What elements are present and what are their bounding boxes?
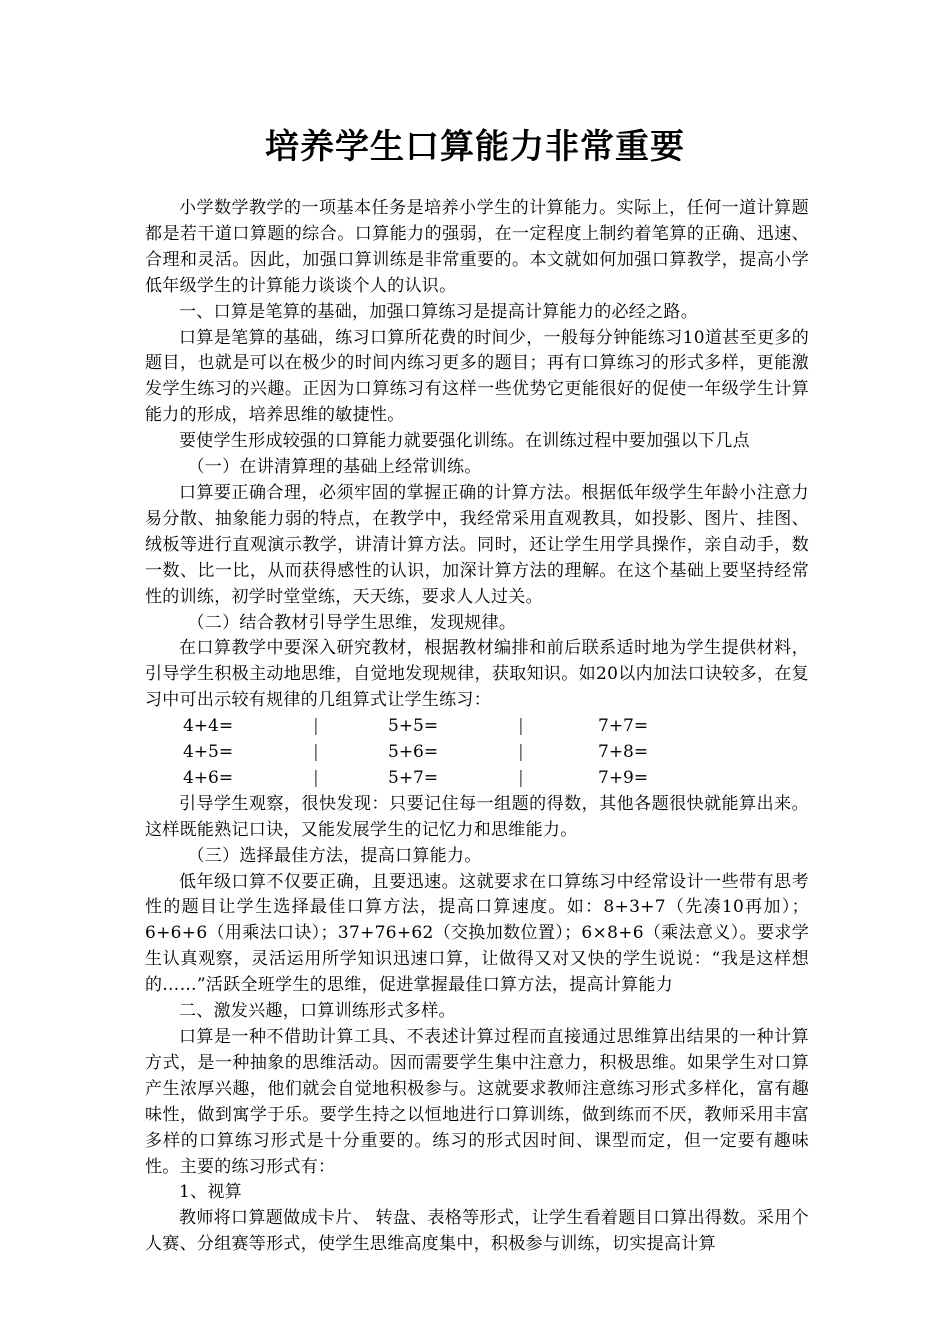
paragraph: 口算是一种不借助计算工具、不表述计算过程而直接通过思维算出结果的一种计算方式，是一种抽象的思维活动。因而需要学生集中注意力，积极思维。如果学生对口算产生浓厚兴趣，他们就会自觉地积极参与。这就要求教师注意练习形式多样化，富有趣味性，做到寓学于乐。要学生持之以恒地进行口算训练，做到练而不厌，教师采用丰富多样的口算练习形式是十分重要的。练习的形式因时间、课型而定，但一定要有趣味性。主要的练习形式有：	[145, 1027, 809, 1177]
calc-item: 4+4=	[183, 716, 234, 737]
paragraph: 要使学生形成较强的口算能力就要强化训练。在训练过程中要加强以下几点	[179, 431, 750, 452]
paragraph-intro: 小学数学教学的一项基本任务是培养小学生的计算能力。实际上，任何一道计算题都是若干道口算题的综合。口算能力的强弱，在一定程度上制约着笔算的正确、迅速、合理和灵活。因此，加强口算训练是非常重要的。本文就如何加强口算教学，提高小学低年级学生的计算能力谈谈个人的认识。	[145, 198, 809, 296]
calc-item: 7+8=	[598, 742, 649, 763]
paragraph: 教师将口算题做成卡片、 转盘、表格等形式，让学生看着题目口算出得数。采用个人赛、分组赛等形式，使学生思维高度集中，积极参与训练，切实提高计算	[145, 1208, 809, 1255]
page-title: 培养学生口算能力非常重要	[265, 127, 685, 167]
paragraph: 口算是笔算的基础，练习口算所花费的时间少，一般每分钟能练习10道甚至更多的题目，也就是可以在极少的时间内练习更多的题目；再有口算练习的形式多样，更能激发学生练习的兴趣。正因为口算练习有这样一些优势它更能很好的促使一年级学生计算能力的形成，培养思维的敏捷性。	[145, 327, 809, 426]
calc-item: 4+6=	[183, 767, 234, 788]
calc-item: 4+5=	[183, 742, 234, 763]
paragraph: 口算要正确合理，必须牢固的掌握正确的计算方法。根据低年级学生年龄小注意力易分散、抽象能力弱的特点，在教学中，我经常采用直观教具，如投影、图片、挂图、绒板等进行直观演示教学，讲清计算方法。同时，还让学生用学具操作，亲自动手，数一数、比一比，从而获得感性的认识，加深计算方法的理解。在这个基础上要坚持经常性的训练，初学时堂堂练，天天练，要求人人过关。	[145, 482, 809, 607]
paragraph: 低年级口算不仅要正确，且要迅速。这就要求在口算练习中经常设计一些带有思考性的题目让学生选择最佳口算方法，提高口算速度。如：8+3+7（先凑10再加）；6+6+6（用乘法口诀）；37+76+62（交换加数位置）；6×8+6（乘法意义）。要求学生认真观察，灵活运用所学知识迅速口算，让做得又对又快的学生说说：“我是这样想的……”活跃全班学生的思维，促进掌握最佳口算方法，提高计算能力	[145, 871, 809, 996]
paragraph: 在口算教学中要深入研究教材，根据教材编排和前后联系适时地为学生提供材料，引导学生积极主动地思维，自觉地发现规律，获取知识。如20以内加法口诀较多，在复习中可出示较有规律的几组算式让学生练习：	[145, 638, 809, 711]
column-divider: |	[518, 716, 524, 737]
calc-item: 5+5=	[388, 716, 439, 737]
calc-item: 5+7=	[388, 767, 439, 788]
list-heading: 1、视算	[179, 1182, 243, 1203]
subsection-heading: （三）选择最佳方法，提高口算能力。	[187, 845, 482, 866]
calc-exercise-grid	[145, 714, 809, 792]
section-heading-2: 二、激发兴趣，口算训练形式多样。	[179, 1001, 456, 1022]
calc-item: 7+9=	[598, 767, 649, 788]
document-body	[145, 196, 809, 1258]
column-divider: |	[313, 742, 319, 763]
calc-item: 5+6=	[388, 742, 439, 763]
subsection-heading: （一）在讲清算理的基础上经常训练。	[187, 457, 482, 478]
calc-item: 7+7=	[598, 716, 649, 737]
column-divider: |	[313, 767, 319, 788]
section-heading-1: 一、口算是笔算的基础，加强口算练习是提高计算能力的必经之路。	[179, 301, 698, 322]
paragraph: 引导学生观察，很快发现：只要记住每一组题的得数，其他各题很快就能算出来。这样既能熟记口诀，又能发展学生的记忆力和思维能力。	[145, 793, 809, 840]
column-divider: |	[313, 716, 319, 737]
subsection-heading: （二）结合教材引导学生思维，发现规律。	[187, 612, 517, 633]
column-divider: |	[518, 742, 524, 763]
column-divider: |	[518, 767, 524, 788]
